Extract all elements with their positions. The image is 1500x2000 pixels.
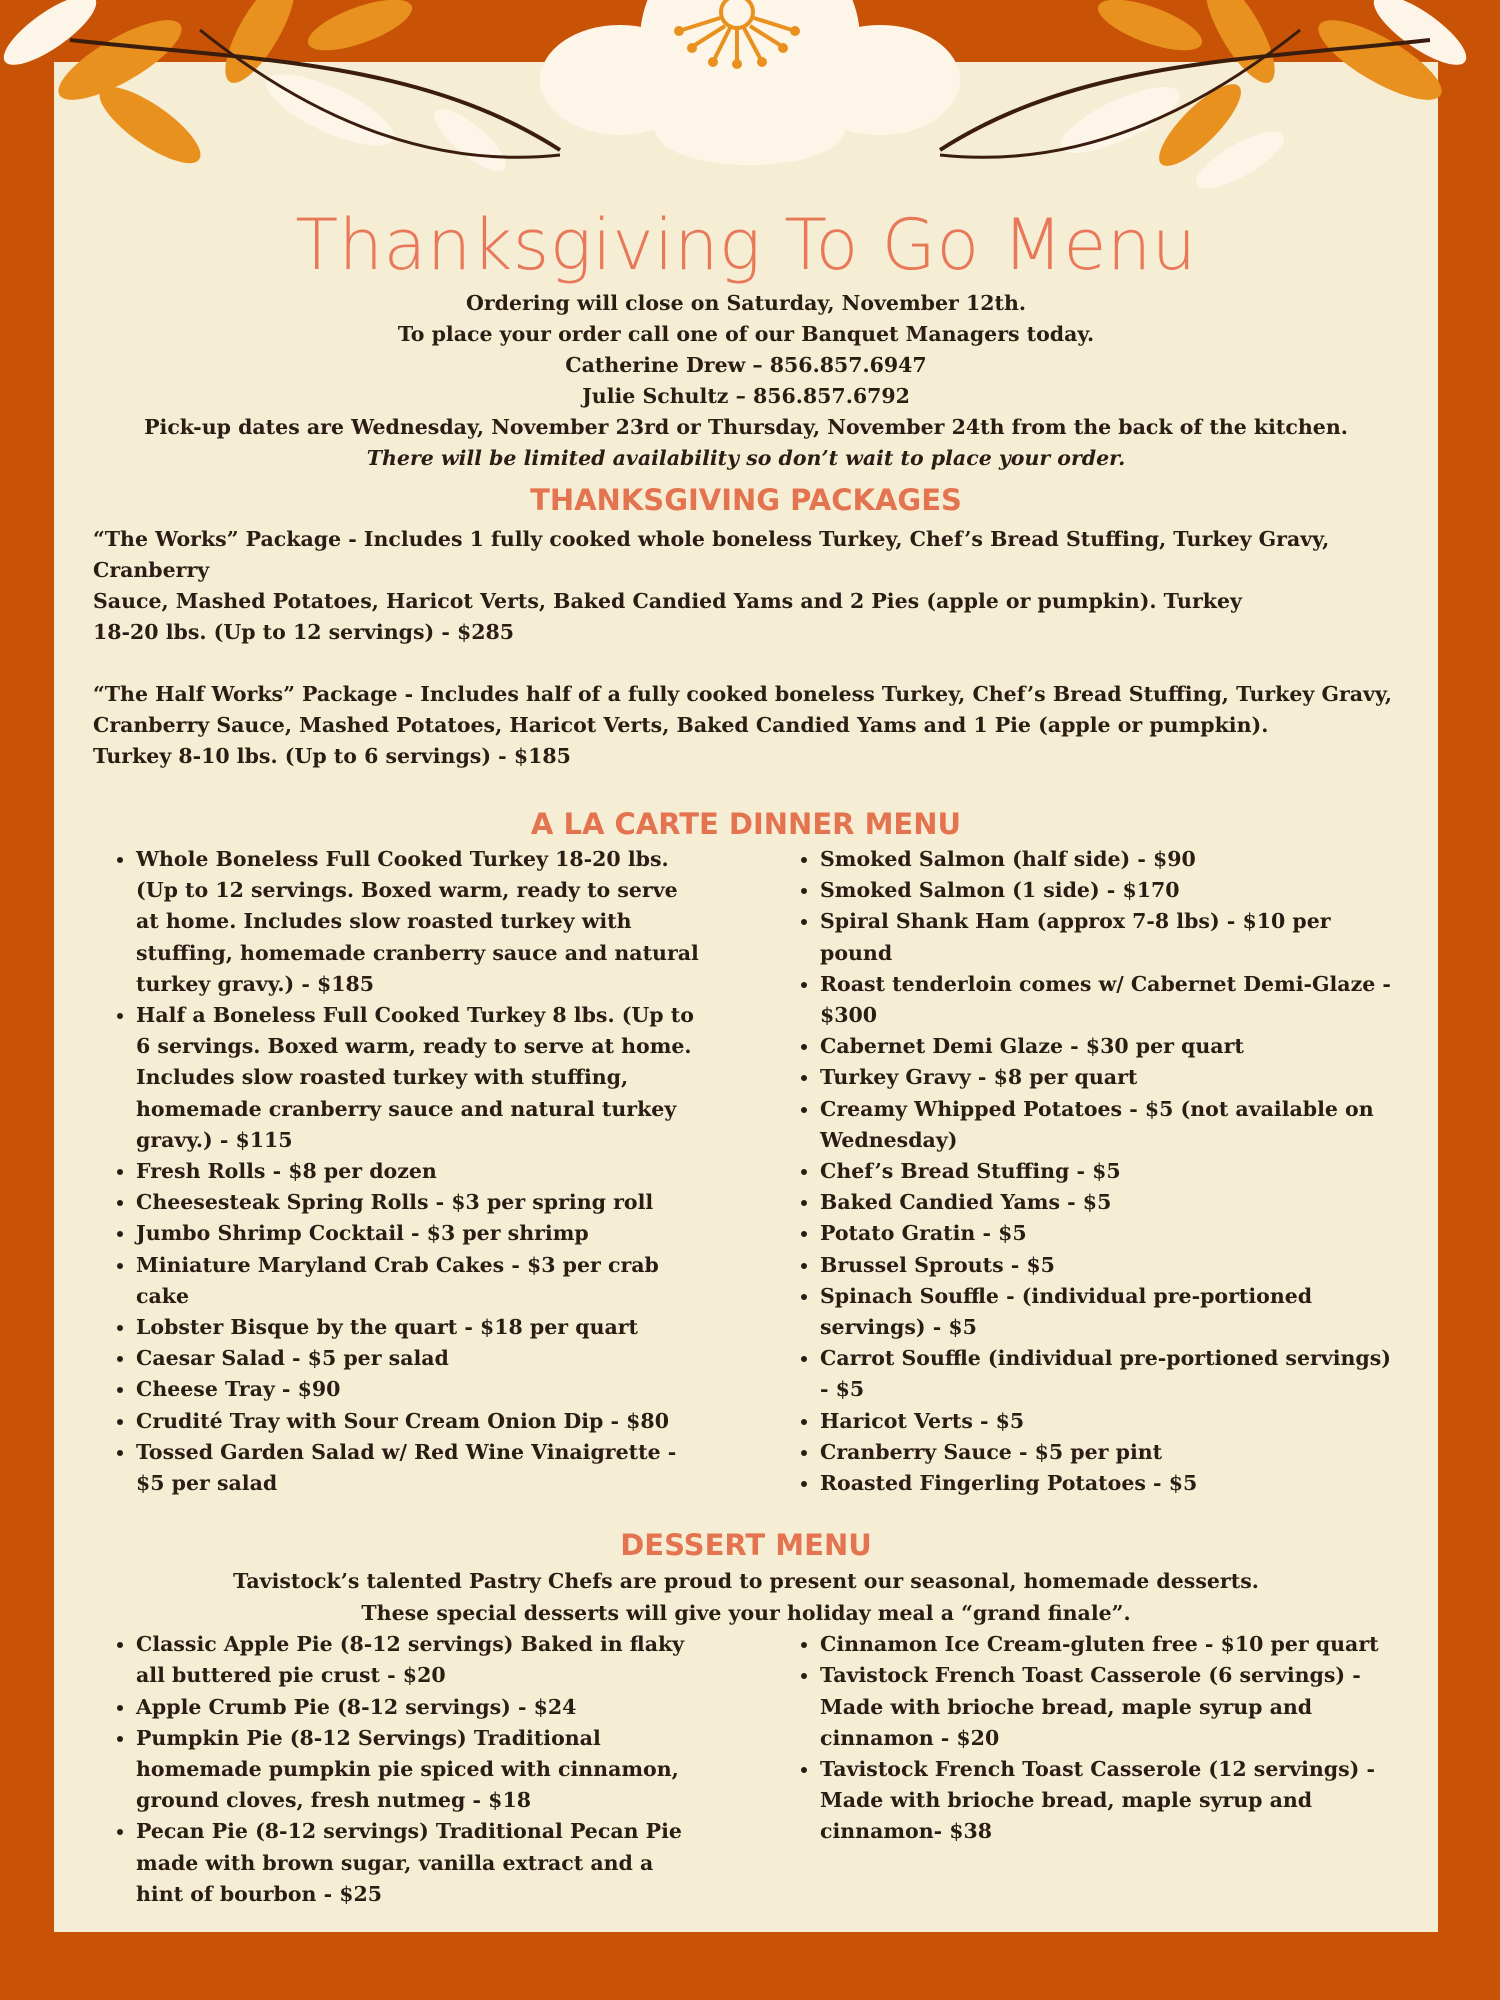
- pickup-dates: Pick-up dates are Wednesday, November 23rd or Thursday, November 24th from the back of the kitchen.: [144, 415, 1348, 439]
- dessert-columns: [94, 1629, 1438, 1910]
- manager-contact: Catherine Drew – 856.857.6947: [565, 353, 927, 377]
- list-item: • Spiral Shank Ham (approx 7-8 lbs) - $10 per pound: [820, 906, 1398, 968]
- list-item: • Cranberry Sauce - $5 per pint: [820, 1437, 1398, 1468]
- list-item: • Whole Boneless Full Cooked Turkey 18-20 lbs. (Up to 12 servings. Boxed warm, ready to serve at home. Includes slow roasted turkey with stuffing, homemade cranberry sauce and natural turkey gravy.) - $185: [136, 844, 704, 1000]
- availability-note: There will be limited availability so don’t wait to place your order.: [366, 446, 1126, 470]
- list-item: • Turkey Gravy - $8 per quart: [820, 1062, 1398, 1093]
- list-item: • Cheesesteak Spring Rolls - $3 per spring roll: [136, 1187, 704, 1218]
- list-item: • Tavistock French Toast Casserole (6 servings) - Made with brioche bread, maple syrup and cinnamon - $20: [820, 1660, 1398, 1754]
- list-item: • Tossed Garden Salad w/ Red Wine Vinaigrette - $5 per salad: [136, 1437, 704, 1499]
- dessert-intro-line: Tavistock’s talented Pastry Chefs are proud to present our seasonal, homemade desserts.: [233, 1569, 1259, 1594]
- alacarte-heading: A LA CARTE DINNER MENU: [530, 807, 962, 841]
- packages-list: [93, 524, 1398, 772]
- ordering-info: [54, 288, 1438, 474]
- ordering-close-date: Ordering will close on Saturday, November 12th.: [465, 291, 1027, 315]
- package-line: Cranberry Sauce, Mashed Potatoes, Haricot Verts, Baked Candied Yams and 1 Pie (apple or pumpkin).: [93, 713, 1269, 737]
- manager-contact: Julie Schultz – 856.857.6792: [582, 384, 910, 408]
- packages-heading: THANKSGIVING PACKAGES: [530, 483, 962, 517]
- list-item: • Crudité Tray with Sour Cream Onion Dip - $80: [136, 1406, 704, 1437]
- list-item: • Smoked Salmon (half side) - $90: [820, 844, 1398, 875]
- list-item: • Spinach Souffle - (individual pre-portioned servings) - $5: [820, 1281, 1398, 1343]
- alacarte-columns: [94, 844, 1438, 1499]
- package-line: Sauce, Mashed Potatoes, Haricot Verts, Baked Candied Yams and 2 Pies (apple or pumpkin). Turkey: [93, 589, 1242, 613]
- alacarte-right-column: [778, 844, 1398, 1499]
- list-item: • Chef’s Bread Stuffing - $5: [820, 1156, 1398, 1187]
- order-instructions: To place your order call one of our Banquet Managers today.: [397, 322, 1095, 346]
- list-item: • Haricot Verts - $5: [820, 1406, 1398, 1437]
- dessert-left-column: [94, 1629, 778, 1910]
- list-item: • Pecan Pie (8-12 servings) Traditional Pecan Pie made with brown sugar, vanilla extract and a hint of bourbon - $25: [136, 1816, 704, 1910]
- list-item: • Caesar Salad - $5 per salad: [136, 1343, 704, 1374]
- list-item: • Classic Apple Pie (8-12 servings) Baked in flaky all buttered pie crust - $20: [136, 1629, 704, 1691]
- list-item: • Cabernet Demi Glaze - $30 per quart: [820, 1031, 1398, 1062]
- dessert-right-column: [778, 1629, 1398, 1910]
- list-item: • Brussel Sprouts - $5: [820, 1250, 1398, 1281]
- list-item: • Lobster Bisque by the quart - $18 per quart: [136, 1312, 704, 1343]
- list-item: • Smoked Salmon (1 side) - $170: [820, 875, 1398, 906]
- list-item: • Half a Boneless Full Cooked Turkey 8 lbs. (Up to 6 servings. Boxed warm, ready to serve at home. Includes slow roasted turkey with stuffing, homemade cranberry sauce and natural turkey gravy.) - $115: [136, 1000, 704, 1156]
- alacarte-left-column: [94, 844, 778, 1499]
- list-item: • Creamy Whipped Potatoes - $5 (not available on Wednesday): [820, 1094, 1398, 1156]
- dessert-heading: DESSERT MENU: [620, 1528, 872, 1563]
- list-item: • Fresh Rolls - $8 per dozen: [136, 1156, 704, 1187]
- list-item: • Tavistock French Toast Casserole (12 servings) - Made with brioche bread, maple syrup and cinnamon- $38: [820, 1754, 1398, 1848]
- list-item: • Roast tenderloin comes w/ Cabernet Demi-Glaze - $300: [820, 969, 1398, 1031]
- dessert-intro-line: These special desserts will give your holiday meal a “grand finale”.: [361, 1601, 1131, 1626]
- list-item: • Baked Candied Yams - $5: [820, 1187, 1398, 1218]
- package-line: “The Half Works” Package - Includes half of a fully cooked boneless Turkey, Chef’s Bread Stuffing, Turkey Gravy,: [93, 682, 1393, 706]
- dessert-intro: [54, 1565, 1438, 1629]
- list-item: • Cheese Tray - $90: [136, 1374, 704, 1405]
- package-line: 18-20 lbs. (Up to 12 servings) - $285: [93, 620, 515, 644]
- works-package: [93, 524, 1398, 648]
- list-item: • Jumbo Shrimp Cocktail - $3 per shrimp: [136, 1218, 704, 1249]
- package-line: “The Works” Package - Includes 1 fully cooked whole boneless Turkey, Chef’s Bread Stuffing, Turkey Gravy, Cranberry: [93, 527, 1330, 582]
- list-item: • Cinnamon Ice Cream-gluten free - $10 per quart: [820, 1629, 1398, 1660]
- list-item: • Potato Gratin - $5: [820, 1218, 1398, 1249]
- package-line: Turkey 8-10 lbs. (Up to 6 servings) - $185: [93, 744, 571, 768]
- list-item: • Apple Crumb Pie (8-12 servings) - $24: [136, 1692, 704, 1723]
- list-item: • Carrot Souffle (individual pre-portioned servings) - $5: [820, 1343, 1398, 1405]
- menu-content: [54, 62, 1438, 1910]
- menu-title: Thanksgiving To Go Menu: [295, 204, 1197, 286]
- list-item: • Pumpkin Pie (8-12 Servings) Traditional homemade pumpkin pie spiced with cinnamon, ground cloves, fresh nutmeg - $18: [136, 1723, 704, 1817]
- list-item: • Miniature Maryland Crab Cakes - $3 per crab cake: [136, 1250, 704, 1312]
- list-item: • Roasted Fingerling Potatoes - $5: [820, 1468, 1398, 1499]
- half-works-package: [93, 679, 1398, 772]
